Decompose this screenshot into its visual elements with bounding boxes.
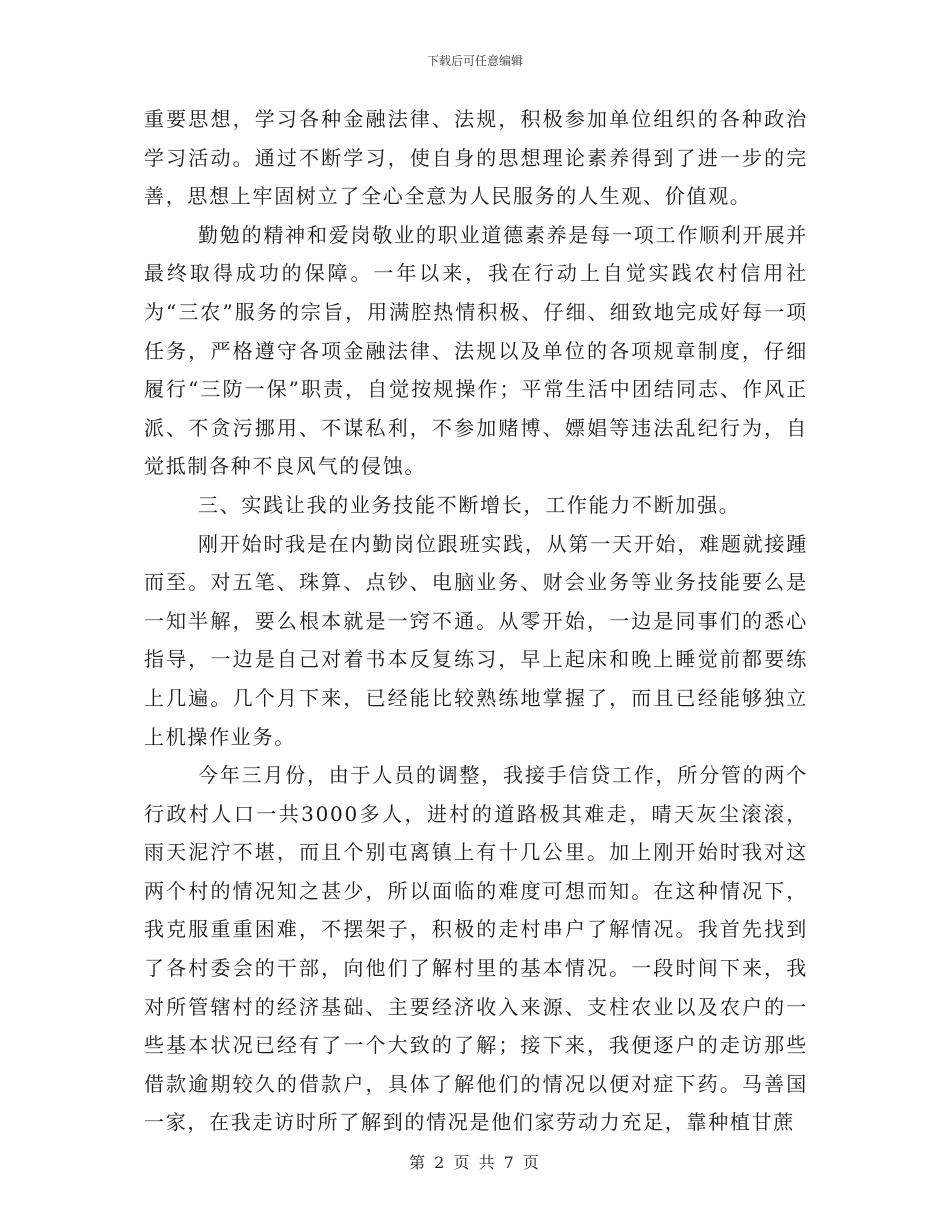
document-body — [144, 100, 808, 1142]
paragraph-2: 勤勉的精神和爱岗敬业的职业道德素养是每一项工作顺利开展并最终取得成功的保障。一年以来，我在行动上自觉实践农村信用社为“三农”服务的宗旨，用满腔热情积极、仔细、细致地完成好每一项任务，严格遵守各项金融法律、法规以及单位的各项规章制度，仔细履行“三防一保”职责，自觉按规操作；平常生活中团结同志、作风正派、不贪污挪用、不谋私利，不参加赌博、嫖娼等违法乱纪行为，自觉抵制各种不良风气的侵蚀。 — [144, 222, 808, 479]
paragraph-1: 重要思想，学习各种金融法律、法规，积极参加单位组织的各种政治学习活动。通过不断学习，使自身的思想理论素养得到了进一步的完善，思想上牢固树立了全心全意为人民服务的人生观、价值观。 — [144, 107, 808, 209]
paragraph-4: 刚开始时我是在内勤岗位跟班实践，从第一天开始，难题就接踵而至。对五笔、珠算、点钞、电脑业务、财会业务等业务技能要么是一知半解，要么根本就是一窍不通。从零开始，一边是同事们的悉心指导，一边是自己对着书本反复练习，早上起床和晚上睡觉前都要练上几遍。几个月下来，已经能比较熟练地掌握了，而且已经能够独立上机操作业务。 — [144, 531, 808, 749]
paragraph-5: 今年三月份，由于人员的调整，我接手信贷工作，所分管的两个行政村人口一共3000多人，进村的道路极其难走，晴天灰尘滚滚，雨天泥泞不堪，而且个别屯离镇上有十几公里。加上刚开始时我对这两个村的情况知之甚少，所以面临的难度可想而知。在这种情况下，我克服重重困难，不摆架子，积极的走村串户了解情况。我首先找到了各村委会的干部，向他们了解村里的基本情况。一段时间下来，我对所管辖村的经济基础、主要经济收入来源、支柱农业以及农户的一些基本状况已经有了一个大致的了解；接下来，我便逐户的走访那些借款逾期较久的借款户，具体了解他们的情况以便对症下药。马善国一家，在我走访时所了解到的情况是他们家劳动力充足，靠种植甘蔗 — [144, 763, 808, 1135]
section-heading-3: 三、实践让我的业务技能不断增长，工作能力不断加强。 — [198, 492, 741, 517]
page-number: 第 2 页 共 7 页 — [409, 1153, 541, 1172]
page-header-note: 下载后可任意编辑 — [426, 54, 523, 68]
